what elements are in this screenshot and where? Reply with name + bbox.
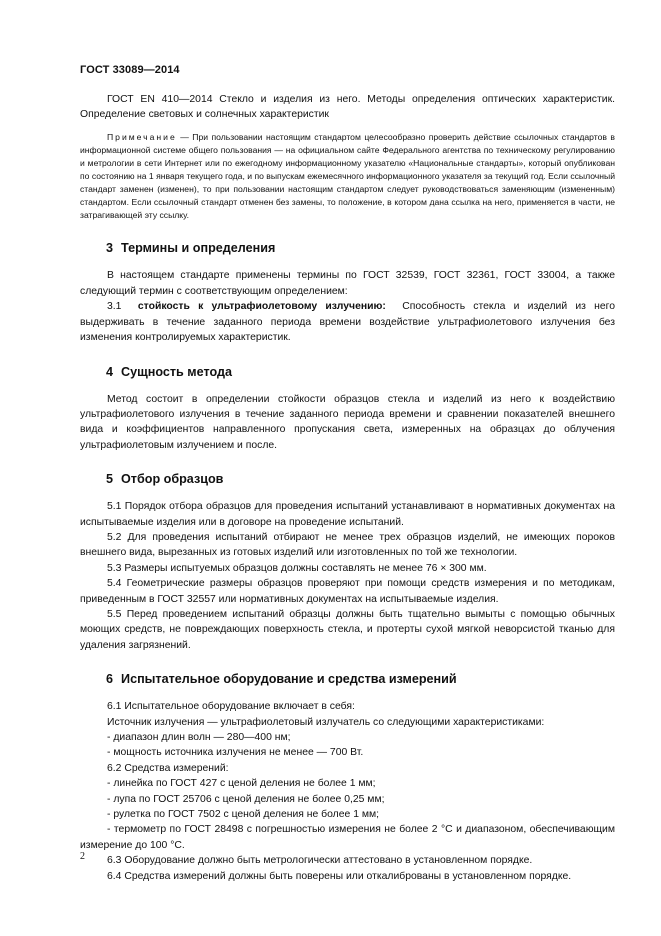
term-3-1	[80, 299, 615, 345]
clause-5-3: 5.3 Размеры испытуемых образцов должны составлять не менее 76 × 300 мм.	[107, 562, 487, 574]
section-title: Термины и определения	[121, 241, 276, 256]
list-item: - термометр по ГОСТ 28498 с погрешностью измерения не более 2 °C и диапазоном, обеспечивающим измерение до 100 °C.	[80, 824, 615, 851]
page-number: 2	[80, 851, 85, 862]
note-label: Примечание	[107, 131, 177, 142]
section-5-heading	[80, 470, 615, 488]
term-number: 3.1	[107, 301, 122, 313]
list-item: - линейка по ГОСТ 427 с ценой деления не более 1 мм;	[107, 778, 376, 790]
list-item: - мощность источника излучения не менее — 700 Вт.	[107, 747, 364, 759]
section-number: 3	[106, 241, 114, 256]
note-paragraph	[80, 131, 615, 223]
radiation-source: Источник излучения — ультрафиолетовый излучатель со следующими характеристиками:	[107, 716, 545, 728]
page-content	[80, 92, 615, 884]
section-4-text: Метод состоит в определении стойкости образцов стекла и изделий из него к воздействию ультрафиолетового излучения в течение заданного периода времени и сравнении показателей внешнего вида и коэффициентов направленного пропускания света, измеренных на образцах до облучения ультрафиолетовым излучением и после.	[80, 393, 615, 451]
list-item: - диапазон длин волн — 280—400 нм;	[107, 732, 291, 743]
note-text: — При пользовании настоящим стандартом целесообразно проверить действие ссылочных стандартов в информационной системе общего пользования — на официальном сайте Федерального агентства по техническому регулированию и метрологии в сети Интернет или по ежегодному информационному указателю «Национальные стандарты», который опубликован по состоянию на 1 января текущего года, и по выпускам ежемесячного информационного указателя за текущий год. Если ссылочный стандарт заменен (изменен), то при пользовании настоящим стандартом следует руководствоваться заменяющим (измененным) стандартом. Если ссылочный стандарт отменен без замены, то положение, в котором дана ссылка на него, применяется в части, не затрагивающей эту ссылку.	[80, 131, 615, 221]
list-item: - лупа по ГОСТ 25706 с ценой деления не более 0,25 мм;	[107, 793, 385, 805]
document-code: ГОСТ 33089—2014	[80, 64, 180, 76]
section-title: Сущность метода	[121, 364, 232, 379]
clause-5-5: 5.5 Перед проведением испытаний образцы должны быть тщательно вымыты с помощью обычных моющих средств, не повреждающих поверхность стекла, и протерты сухой мягкой неворсистой тканью для удаления загрязнений.	[80, 608, 615, 651]
clause-5-1: 5.1 Порядок отбора образцов для проведения испытаний устанавливают в нормативных документах на испытываемые изделия или в договоре на проведение испытаний.	[80, 501, 615, 528]
term-definition: Способность стекла и изделий из него выдерживать в течение заданного периода времени воздействие ультрафиолетового излучения без изменения контролируемых характеристик.	[80, 301, 615, 344]
section-3-intro: В настоящем стандарте применены термины по ГОСТ 32539, ГОСТ 32361, ГОСТ 33004, а также следующий термин с соответствующим определением:	[80, 270, 615, 297]
section-6-heading	[80, 670, 615, 688]
section-number: 6	[106, 672, 114, 687]
section-number: 4	[106, 364, 114, 379]
term-name: стойкость к ультрафиолетовому излучению:	[137, 301, 386, 313]
list-item: - рулетка по ГОСТ 7502 с ценой деления не более 1 мм;	[107, 809, 380, 821]
clause-6-2: 6.2 Средства измерений:	[107, 762, 229, 774]
clause-6-3: 6.3 Оборудование должно быть метрологически аттестовано в установленном порядке.	[107, 855, 533, 867]
section-title: Отбор образцов	[121, 472, 224, 487]
section-title: Испытательное оборудование и средства измерений	[121, 672, 457, 687]
clause-6-4: 6.4 Средства измерений должны быть поверены или откалиброваны в установленном порядке.	[107, 870, 572, 882]
section-3-heading	[80, 239, 615, 257]
clause-5-4: 5.4 Геометрические размеры образцов проверяют при помощи средств измерения и по методикам, приведенным в ГОСТ 32557 или нормативных документах на испытываемые изделия.	[80, 578, 615, 605]
clause-5-2: 5.2 Для проведения испытаний отбирают не менее трех образцов изделий, не имеющих пороков внешнего вида, вырезанных из готовых изделий или изготовленных по той же технологии.	[80, 531, 615, 559]
clause-6-1: 6.1 Испытательное оборудование включает в себя:	[107, 701, 355, 713]
section-number: 5	[106, 472, 114, 487]
reference-gost-en-410: ГОСТ EN 410—2014 Стекло и изделия из него. Методы определения оптических характеристик. Определение световых и солнечных характеристик	[80, 94, 615, 121]
section-4-heading	[80, 363, 615, 381]
